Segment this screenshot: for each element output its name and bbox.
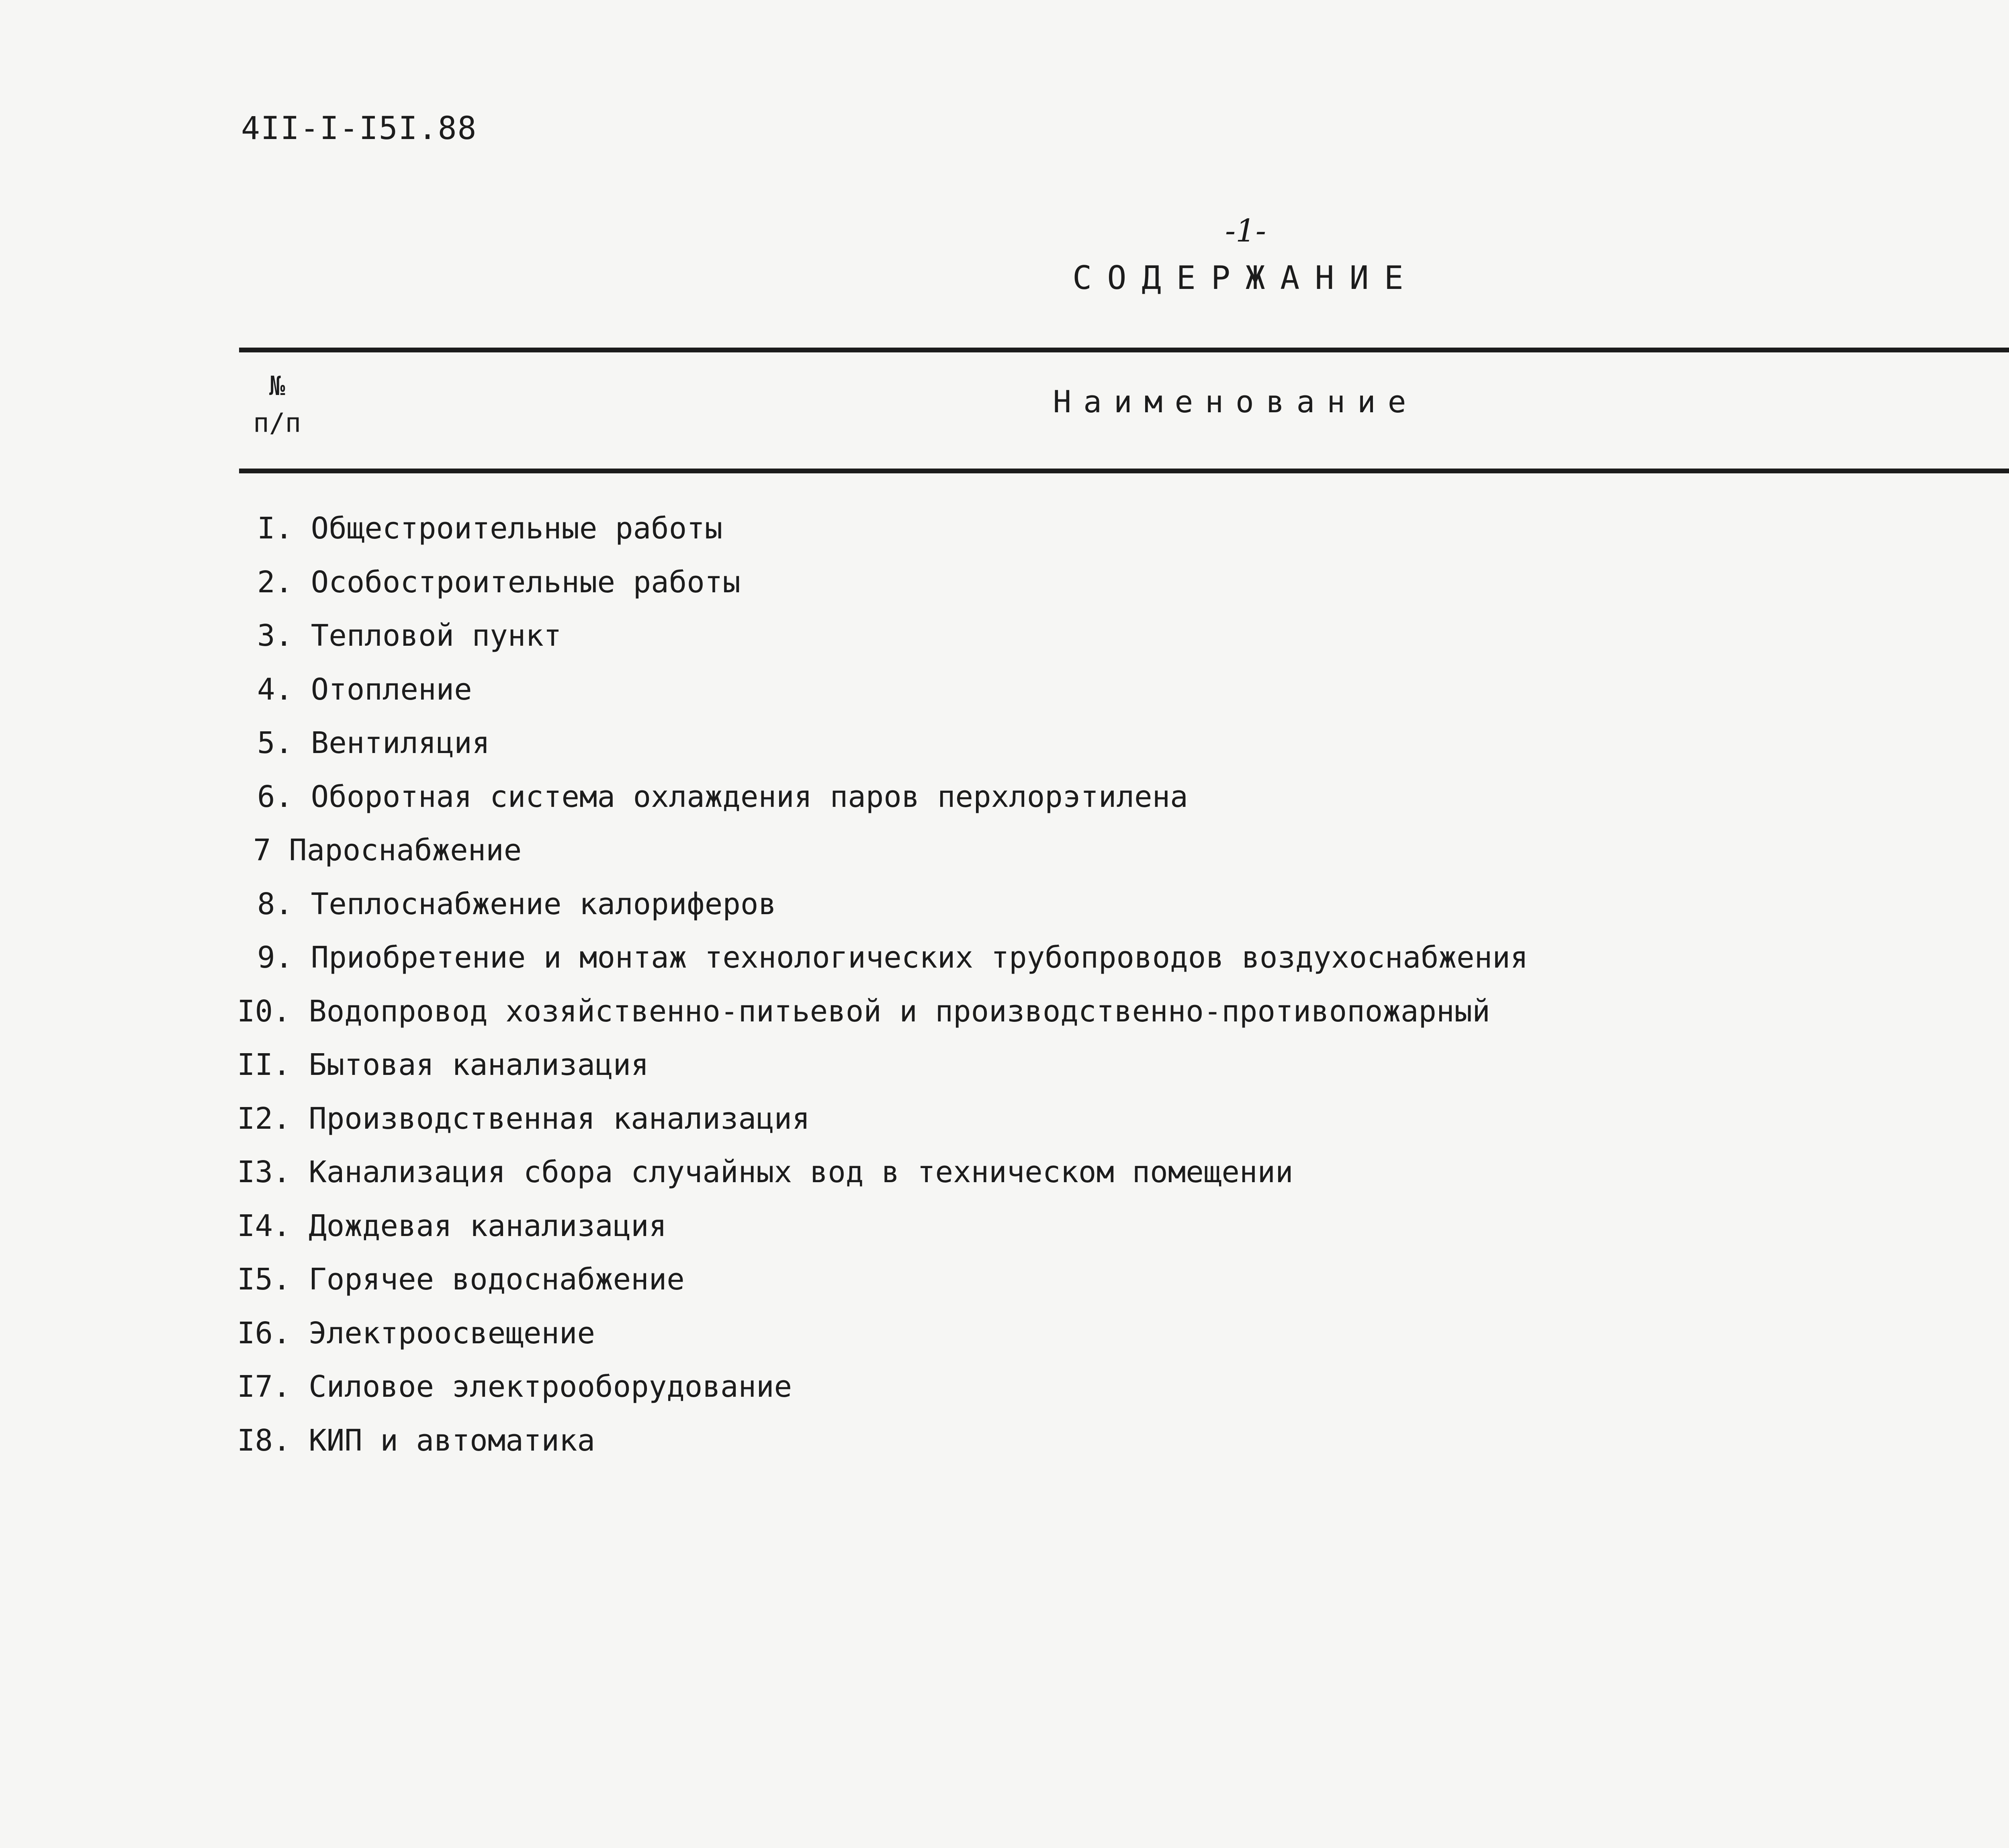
contents-entry-title: 8. Теплоснабжение калориферов — [257, 886, 777, 921]
document-title: СОДЕРЖАНИЕ — [1072, 259, 1419, 297]
contents-entry-title: 9. Приобретение и монтаж технологических трубопроводов воздухоснабжения — [257, 940, 1528, 975]
contents-entry — [0, 671, 2009, 725]
table-header-rule — [239, 469, 2009, 473]
contents-entry — [0, 1208, 2009, 1262]
contents-entry — [0, 1047, 2009, 1101]
contents-entry-title: II. Бытовая канализация — [237, 1048, 649, 1082]
contents-entry-title: I2. Производственная канализация — [237, 1101, 810, 1136]
contents-entry — [0, 618, 2009, 671]
contents-entry — [0, 725, 2009, 779]
document-code: 4II-I-I5I.88 — [241, 111, 477, 147]
contents-entry-title: I3. Канализация сбора случайных вод в техническом помещении — [237, 1155, 1293, 1189]
contents-entry — [0, 993, 2009, 1047]
contents-entry-title: I. Общестроительные работы — [257, 511, 723, 546]
contents-entry-title: I8. КИП и автоматика — [237, 1423, 595, 1458]
contents-entry — [0, 886, 2009, 940]
column-header-number — [253, 368, 301, 442]
contents-entry — [0, 1261, 2009, 1315]
contents-entry-title: 6. Оборотная система охлаждения паров перхлорэтилена — [257, 779, 1188, 814]
contents-entry-title: 4. Отопление — [257, 672, 472, 707]
column-header-number-sign: № — [269, 370, 285, 401]
contents-entry-title: 7 Пароснабжение — [253, 833, 522, 868]
contents-entry-title: 3. Тепловой пункт — [257, 618, 562, 653]
column-header-number-pp: п/п — [253, 407, 301, 438]
page-number: -1- — [1225, 213, 1266, 249]
contents-entry — [0, 1154, 2009, 1208]
contents-entry-title: I6. Электроосвещение — [237, 1316, 595, 1351]
contents-entry-title: 5. Вентиляция — [257, 726, 490, 760]
contents-entry — [0, 1369, 2009, 1422]
contents-entry-title: I5. Горячее водоснабжение — [237, 1262, 685, 1297]
contents-entry — [0, 1422, 2009, 1476]
contents-entry-title: I0. Водопровод хозяйственно-питьевой и производственно-противопожарный — [237, 994, 1490, 1029]
contents-entry — [0, 939, 2009, 993]
column-header-name: Наименование — [1053, 384, 1418, 420]
contents-entry — [0, 1315, 2009, 1369]
contents-entry — [0, 564, 2009, 618]
table-top-rule — [239, 348, 2009, 352]
contents-entry — [0, 1101, 2009, 1154]
contents-list — [0, 510, 2009, 1476]
contents-entry-title: I4. Дождевая канализация — [237, 1208, 667, 1243]
contents-entry — [0, 779, 2009, 833]
contents-entry-title: 2. Особостроительные работы — [257, 565, 741, 600]
contents-entry — [0, 510, 2009, 564]
contents-entry-title: I7. Силовое электрооборудование — [237, 1369, 792, 1404]
contents-entry — [0, 832, 2009, 886]
